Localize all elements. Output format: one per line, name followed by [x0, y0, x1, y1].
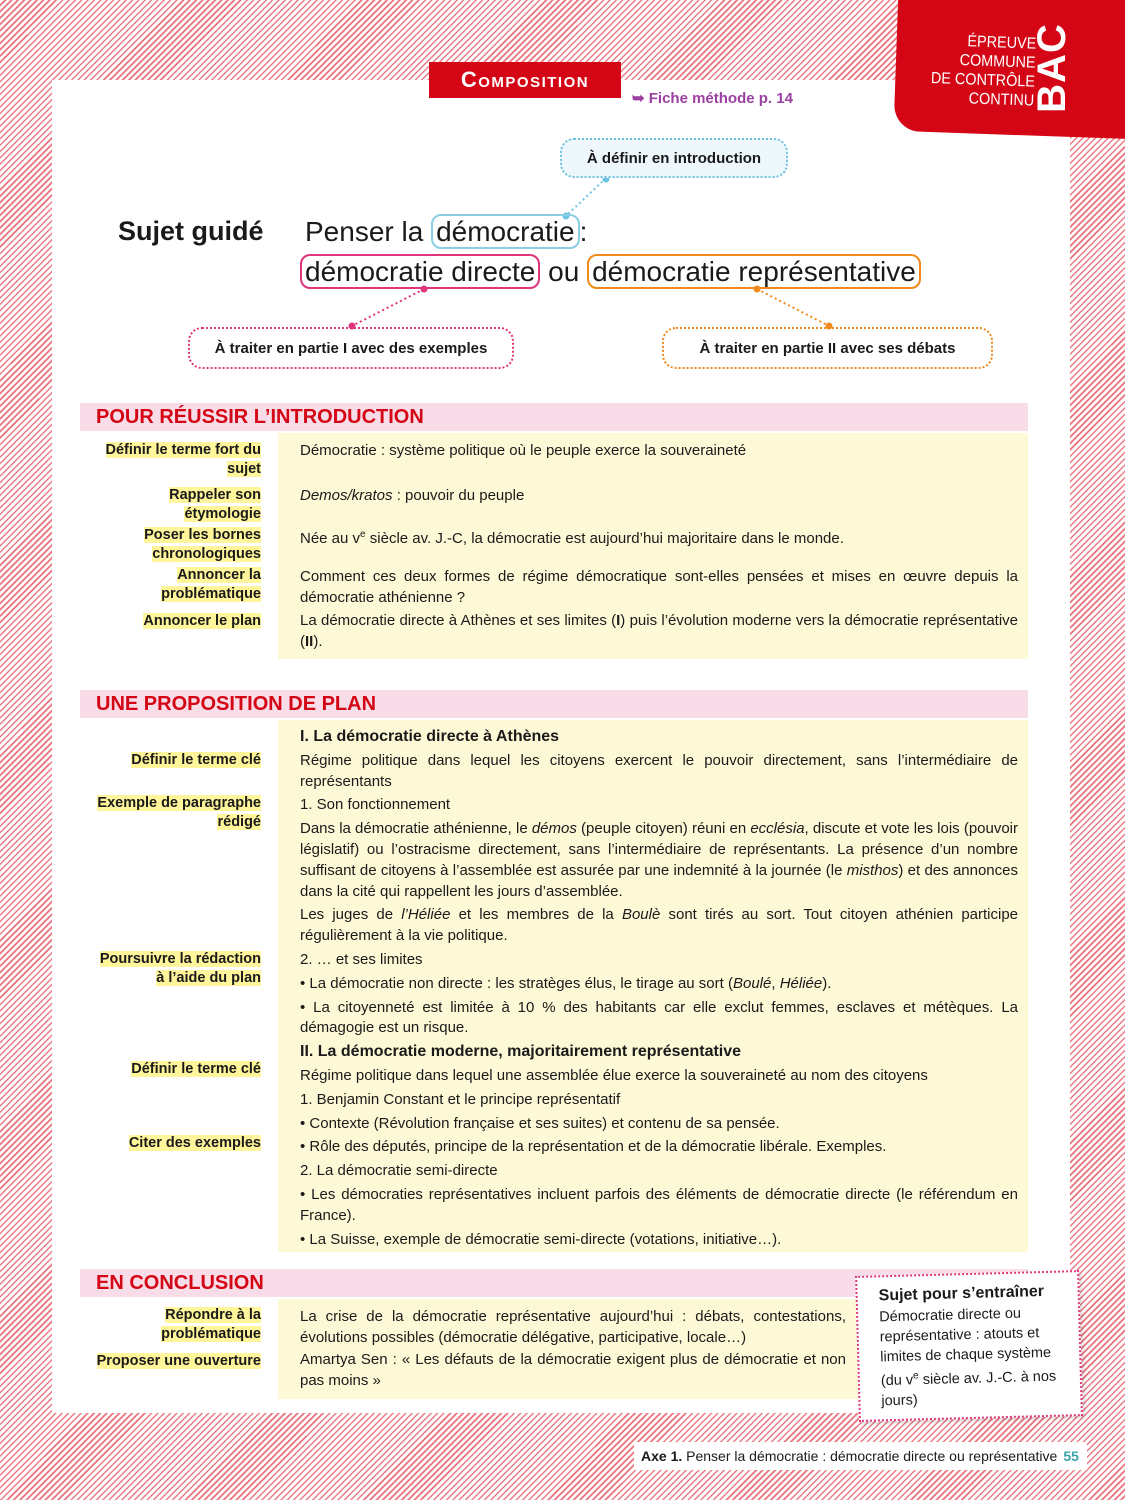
italic-term: Demos/kratos: [300, 487, 393, 504]
intro-text: Démocratie : système politique où le peuple exerce la souveraineté: [300, 442, 747, 459]
term-democratie: démocratie: [431, 214, 580, 249]
or-word: ou: [548, 256, 580, 287]
italic-term: l’Héliée: [401, 906, 451, 924]
italic-term: Boulè: [621, 906, 661, 924]
subject-title-line1: [305, 216, 587, 248]
practice-text: Démocratie directe ou représentative : atouts et limites de chaque système (du $v^e$ siècle av. J.-C. à nos jours): [879, 1305, 1057, 1410]
plan-paragraph: Les juges de l’Héliée et les membres de la Boulè sont tirés au sort. Tout citoyen athénien participe régulièrement à la vie politique.: [300, 906, 1019, 945]
plan-paragraph: Régime politique dans lequel les citoyens exercent le pouvoir directement, sans l’intermédiaire de représentants: [300, 751, 1018, 790]
note-part2: À traiter en partie II avec ses débats: [662, 327, 993, 369]
conclusion-text: Amartya Sen : « Les défauts de la démocratie exigent plus de démocratie et non pas moins »: [300, 1351, 846, 1389]
conclusion-label: Répondre à la problématique: [161, 1307, 261, 1342]
italic-term: Boulé: [732, 974, 772, 992]
conclusion-label: Proposer une ouverture: [96, 1353, 261, 1369]
colon: :: [579, 216, 588, 247]
badge-line: ÉPREUVE: [967, 33, 1037, 53]
conclusion-text: La crise de la démocratie représentative aujourd’hui : débats, contestations, évolutions possibles (démocratie délégative, participative, locale…): [300, 1308, 846, 1346]
italic-term: démos: [531, 820, 577, 838]
plan-paragraph: Dans la démocratie athénienne, le démos (peuple citoyen) réuni en ecclésia, discute et vote les lois (pouvoir législatif) ou l’ostracisme directement, sans l’intermédiaire de représentants. La présence d’un nombre suffisant de citoyens à l’assemblée est assurée par une indemnité à la journée (le misthos) et des annonces dans la cité qui rappellent les jours d’assemblée.: [300, 820, 1019, 900]
superscript: e: [912, 1370, 919, 1382]
note-define: À définir en introduction: [560, 138, 788, 178]
plan-heading: UNE PROPOSITION DE PLAN: [80, 690, 1028, 718]
page-number: 55: [1063, 1448, 1079, 1464]
plan-label: Définir le terme clé: [131, 1061, 261, 1077]
badge-line: DE CONTRÔLE: [931, 70, 1036, 91]
intro-label: Annoncer le plan: [143, 613, 261, 629]
bold-term: II: [305, 632, 314, 650]
section-label: Composition: [429, 62, 621, 98]
intro-text: Comment ces deux formes de régime démocratique sont-elles pensées et mises en œuvre depuis la démocratie athénienne ?: [300, 568, 1018, 606]
intro-text: Demos/kratos : pouvoir du peuple: [300, 487, 525, 504]
connector-pink: [352, 289, 424, 326]
intro-label: Poser les bornes chronologiques: [144, 527, 261, 562]
method-link-text: Fiche méthode p. 14: [648, 90, 793, 107]
term-direct: démocratie directe: [300, 254, 540, 289]
plan-paragraph: • Contexte (Révolution française et ses suites) et contenu de sa pensée.: [300, 1114, 780, 1132]
footer-title: Penser la démocratie : démocratie directe ou représentative: [686, 1448, 1058, 1464]
subject-prefix: Penser la: [305, 216, 424, 247]
plan-subheading: 2. La démocratie semi-directe: [300, 1162, 498, 1180]
plan-label: Définir le terme clé: [131, 752, 261, 768]
connector-blue: [566, 178, 606, 216]
plan-label: Exemple de paragraphe rédigé: [97, 795, 261, 830]
intro-label: Définir le terme fort du sujet: [105, 442, 261, 477]
badge-line: CONTINU: [968, 90, 1035, 110]
conclusion-heading: EN CONCLUSION: [80, 1269, 1028, 1297]
plan-paragraph: • Rôle des députés, principe de la représentation et de la démocratie libérale. Exemples.: [300, 1138, 887, 1156]
plan-label: Poursuivre la rédaction à l’aide du plan: [99, 951, 261, 986]
practice-box: [855, 1270, 1083, 1422]
plan-paragraph: • La Suisse, exemple de démocratie semi-directe (votations, initiative…).: [300, 1230, 782, 1248]
italic-term: ecclésia: [750, 820, 805, 838]
connector-orange: [757, 289, 829, 326]
bold-term: I: [616, 612, 621, 629]
arrow-icon: ➥: [632, 90, 649, 107]
subject-label: Sujet guidé: [118, 216, 264, 246]
intro-heading: POUR RÉUSSIR L’INTRODUCTION: [80, 403, 1028, 431]
term-representative: démocratie représentative: [587, 254, 921, 289]
practice-title: Sujet pour s’entraîner: [878, 1283, 1045, 1305]
plan-paragraph: • La citoyenneté est limitée à 10 % des habitants car elle exclut femmes, esclaves et métèques. La démagogie est un risque.: [300, 998, 1018, 1037]
intro-label: Annoncer la problématique: [161, 567, 261, 602]
plan-paragraph: Régime politique dans lequel une assemblée élue exerce la souveraineté au nom des citoyens: [300, 1066, 928, 1084]
bac-label: BAC: [1029, 23, 1074, 113]
plan-subheading: 1. Son fonctionnement: [300, 796, 451, 814]
italic-term: misthos: [846, 861, 899, 879]
plan-label: Citer des exemples: [128, 1135, 261, 1151]
plan-part-heading: I. La démocratie directe à Athènes: [300, 728, 560, 745]
intro-label: Rappeler son étymologie: [169, 487, 261, 522]
plan-subheading: 2. … et ses limites: [300, 950, 423, 968]
badge-line: COMMUNE: [959, 52, 1037, 72]
plan-paragraph: • La démocratie non directe : les stratèges élus, le tirage au sort (Boulé, Héliée).: [300, 974, 832, 992]
plan-paragraph: • Les démocraties représentatives incluent parfois des éléments de démocratie directe (le référendum en France).: [300, 1185, 1018, 1224]
intro-text: La démocratie directe à Athènes et ses limites (I) puis l’évolution moderne vers la démocratie représentative (II).: [300, 612, 1018, 650]
intro-text: Née au $v^e$ siècle av. J.-C, la démocratie est aujourd’hui majoritaire dans le monde.: [300, 529, 844, 547]
plan-part-heading: II. La démocratie moderne, majoritairement représentative: [300, 1043, 742, 1061]
subject-title-line2: [300, 256, 921, 288]
plan-content: [300, 727, 1018, 1250]
note-part1: À traiter en partie I avec des exemples: [188, 327, 514, 369]
plan-subheading: 1. Benjamin Constant et le principe représentatif: [300, 1090, 621, 1108]
footer: [634, 1442, 1087, 1470]
italic-term: Héliée: [779, 974, 823, 992]
footer-axis: Axe 1.: [641, 1448, 683, 1464]
superscript: e: [360, 529, 366, 540]
